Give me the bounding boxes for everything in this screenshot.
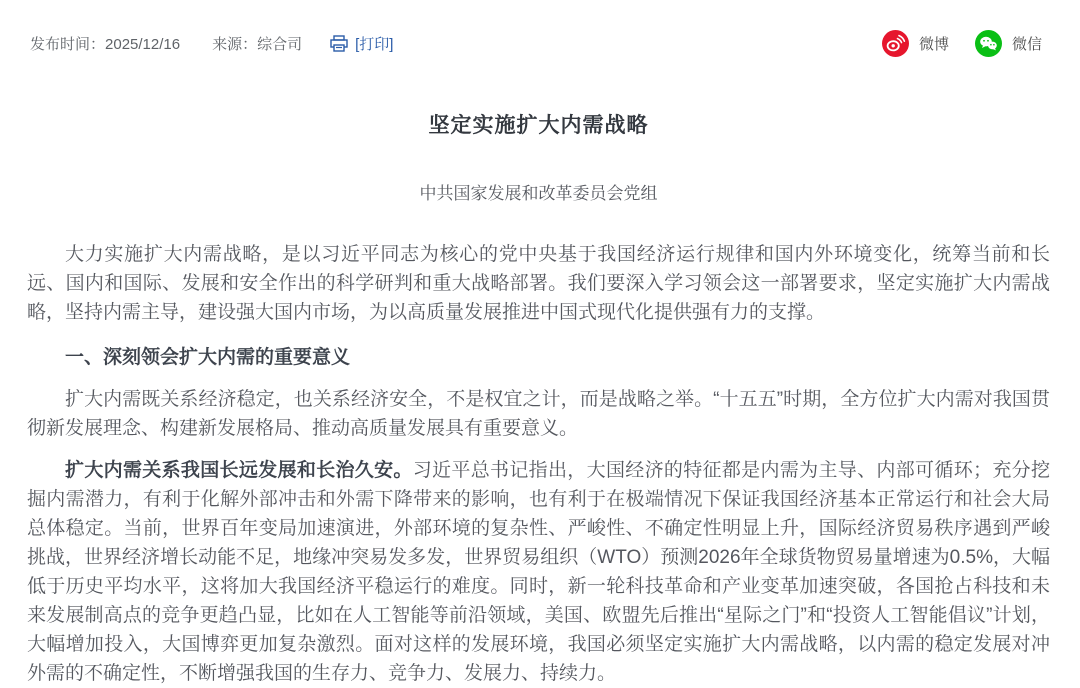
- section-1-paragraph-2: [27, 456, 1050, 688]
- printer-icon: [330, 35, 348, 52]
- source-value: 综合司: [257, 36, 303, 53]
- section-1-paragraph-1: 扩大内需既关系经济稳定，也关系经济安全，不是权宜之计，而是战略之举。“十五五”时期，全方位扩大内需对我国贯彻新发展理念、构建新发展格局、推动高质量发展具有重要意义。: [27, 389, 1050, 439]
- print-label: [打印]: [355, 36, 394, 53]
- publish-time-value: 2025/12/16: [105, 36, 181, 53]
- publish-time-label: 发布时间：: [30, 36, 106, 53]
- print-button[interactable]: [330, 33, 393, 54]
- weibo-icon: [882, 30, 909, 57]
- article-author: 中共国家发展和改革委员会党组: [419, 184, 658, 203]
- paragraph-2-bold-lead: 扩大内需关系我国长远发展和长治久安。: [65, 460, 413, 481]
- meta-info: [30, 33, 393, 54]
- article-body: [27, 240, 1050, 688]
- source: [212, 33, 302, 54]
- wechat-share-button[interactable]: [975, 30, 1042, 57]
- publish-time: [30, 33, 180, 54]
- paragraph-2-rest: 习近平总书记指出，大国经济的特征都是内需为主导、内部可循环；充分挖掘内需潜力，有利于化解外部冲击和外需下降带来的影响，也有利于在极端情况下保证我国经济基本正常运行和社会大局总体稳定。当前，世界百年变局加速演进，外部环境的复杂性、严峻性、不确定性明显上升，国际经济贸易秩序遇到严峻挑战，世界经济增长动能不足，地缘冲突易发多发，世界贸易组织（WTO）预测2026年全球货物贸易量增速为0.5%，大幅低于历史平均水平，这将加大我国经济平稳运行的难度。同时，新一轮科技革命和产业变革加速突破，各国抢占科技和未来发展制高点的竞争更趋凸显，比如在人工智能等前沿领域，美国、欧盟先后推出“星际之门”和“投资人工智能倡议”计划，大幅增加投入，大国博弈更加复杂激烈。面对这样的发展环境，我国必须坚定实施扩大内需战略，以内需的稳定发展对冲外需的不确定性，不断增强我国的生存力、竞争力、发展力、持续力。: [27, 460, 1050, 684]
- source-label: 来源：: [212, 36, 258, 53]
- share-buttons: [882, 30, 1042, 57]
- weibo-label: 微博: [918, 36, 949, 53]
- section-1-heading: 一、深刻领会扩大内需的重要意义: [65, 347, 351, 368]
- article: [0, 109, 1080, 688]
- wechat-icon: [975, 30, 1002, 57]
- wechat-label: 微信: [1011, 36, 1042, 53]
- meta-bar: [0, 0, 1080, 57]
- weibo-share-button[interactable]: [882, 30, 949, 57]
- intro-paragraph: 大力实施扩大内需战略，是以习近平同志为核心的党中央基于我国经济运行规律和国内外环境变化，统筹当前和长远、国内和国际、发展和安全作出的科学研判和重大战略部署。我们要深入学习领会这一部署要求，坚定实施扩大内需战略，坚持内需主导，建设强大国内市场，为以高质量发展推进中国式现代化提供强有力的支撑。: [27, 244, 1050, 323]
- page-title: 坚定实施扩大内需战略: [428, 114, 649, 137]
